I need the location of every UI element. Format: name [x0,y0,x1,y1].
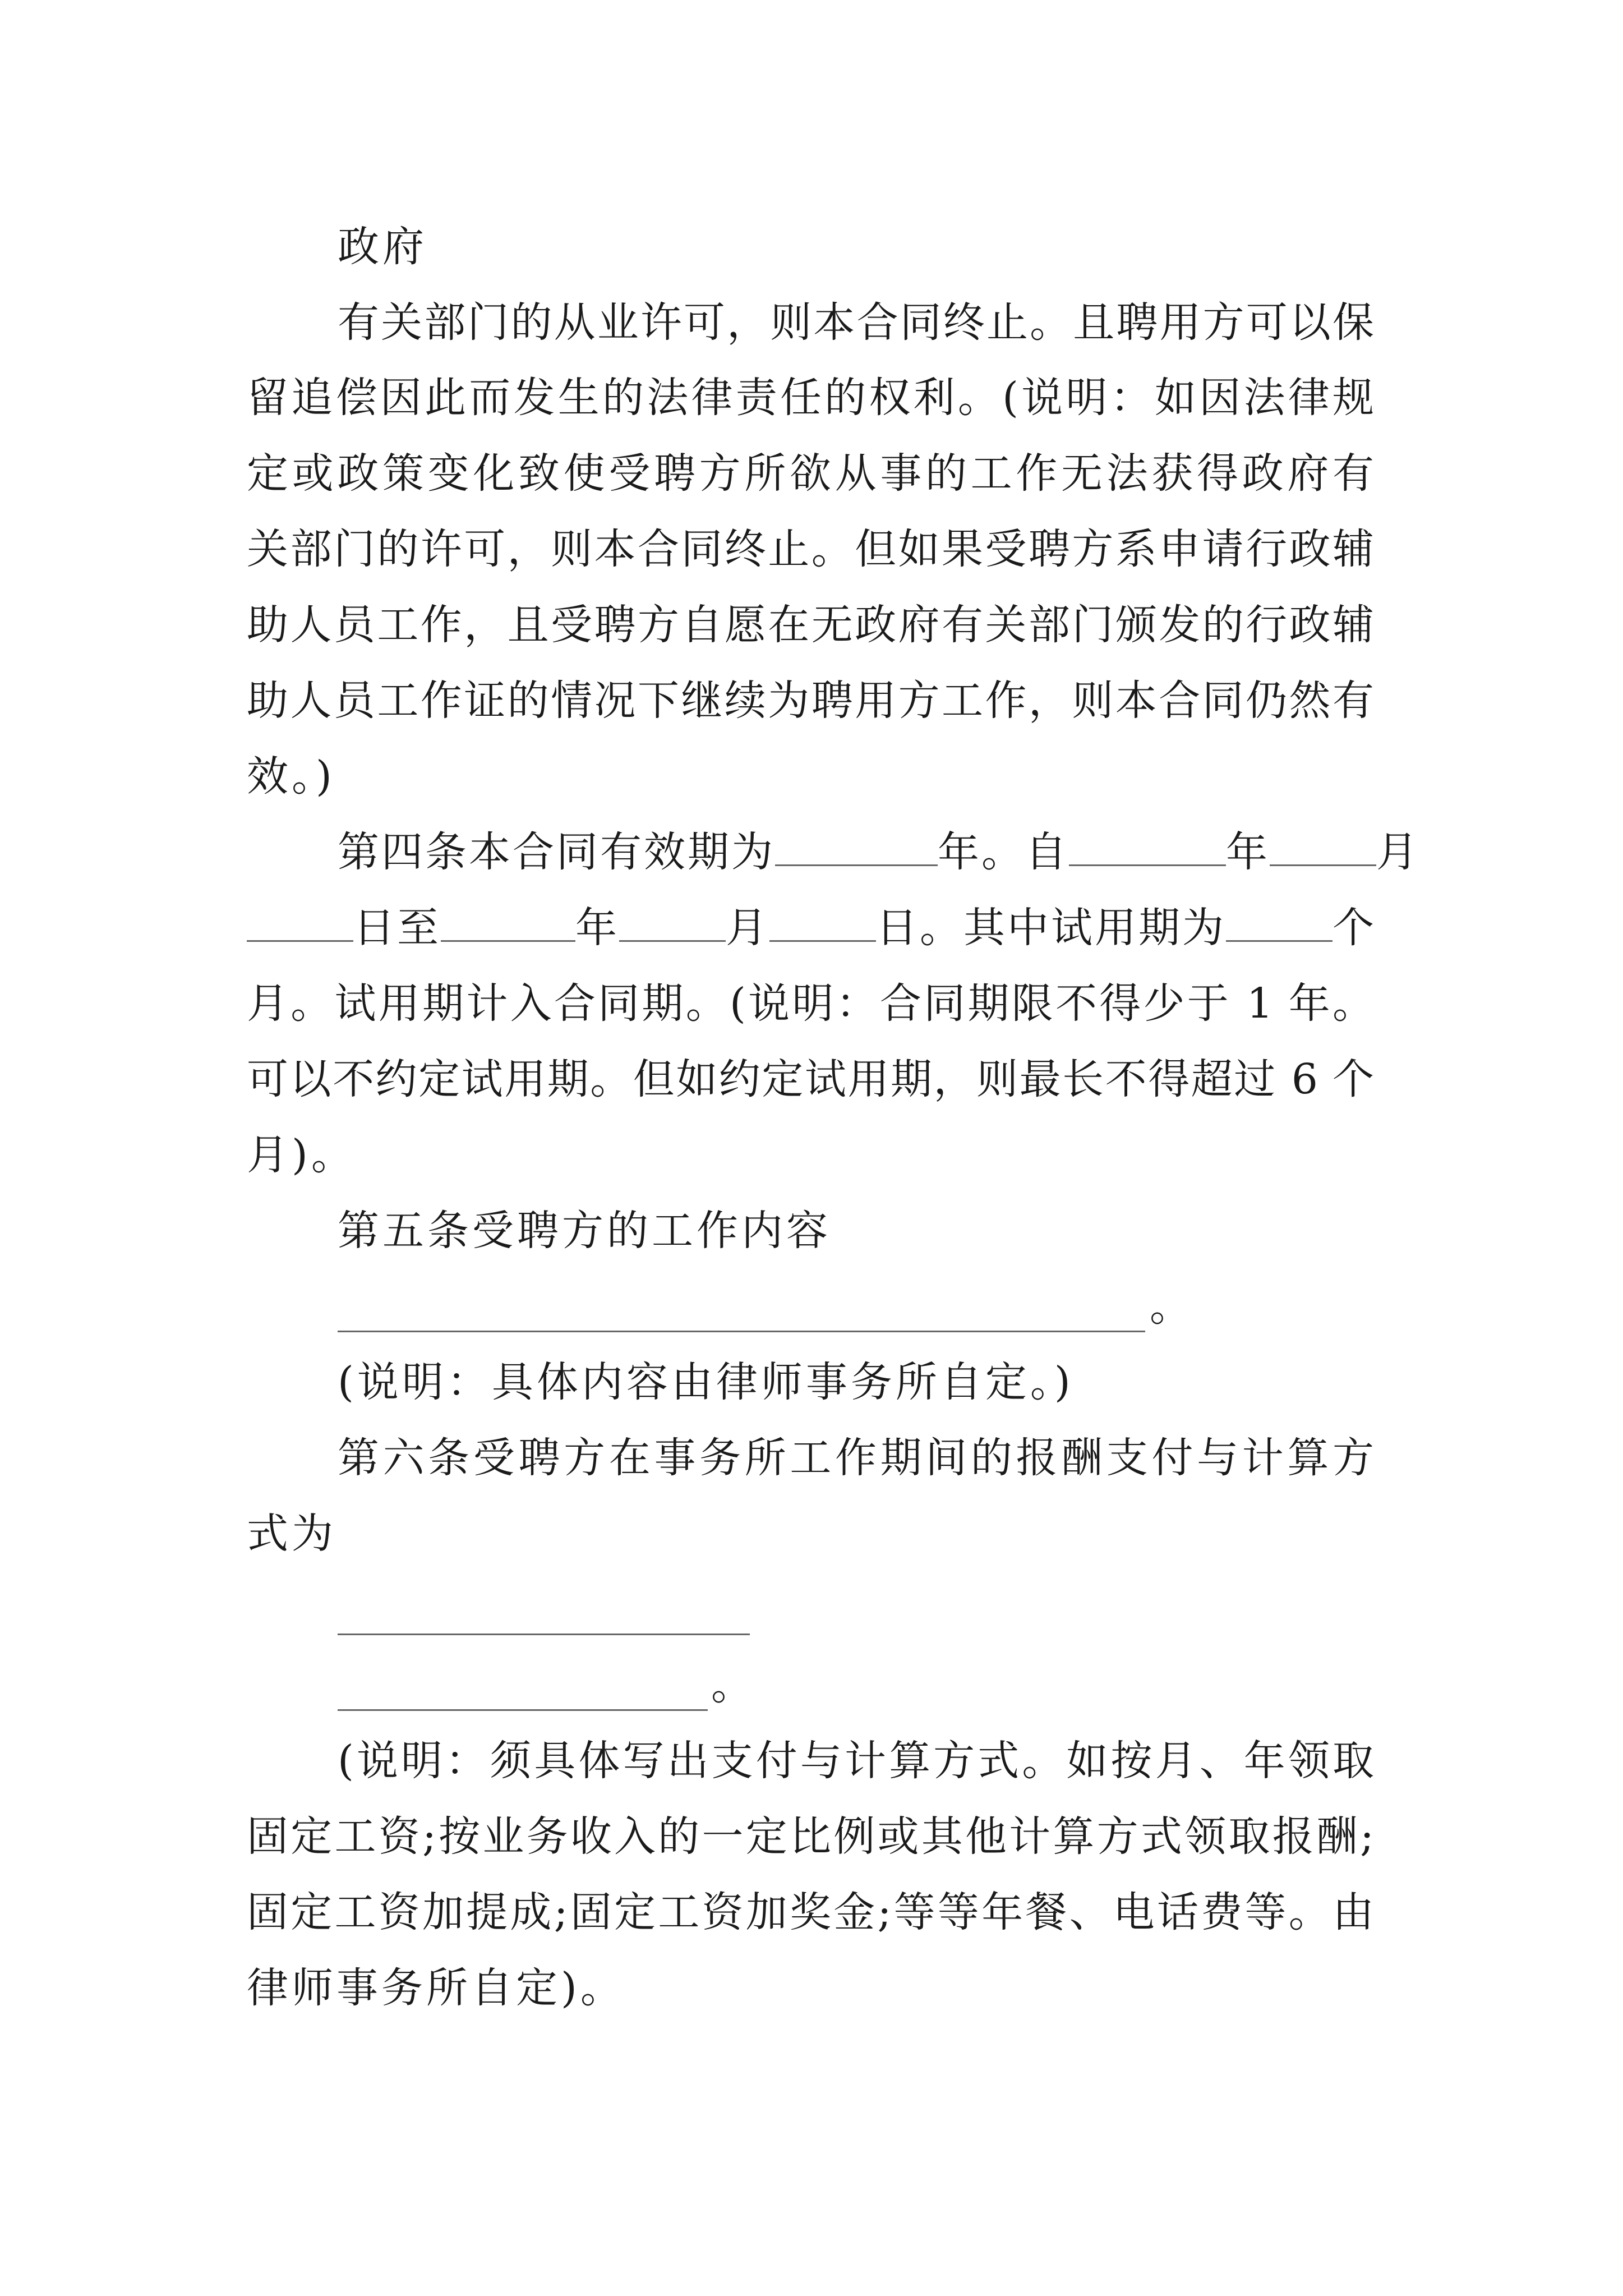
blank-field[interactable] [769,903,876,942]
article-6-heading: 第六条受聘方在事务所工作期间的报酬支付与计算方 [338,1434,1374,1482]
text-line: 定或政策变化致使受聘方所欲从事的工作无法获得政府有 [247,449,1374,498]
text-line: 效。) [247,752,335,800]
text-line: 固定工资;按业务收入的一定比例或其他计算方式领取报酬; [247,1812,1374,1861]
text-segment: 年。自 [938,828,1069,876]
text-line: 有关部门的从业许可，则本合同终止。且聘用方可以保 [338,298,1374,347]
blank-line-field[interactable] [338,1634,750,1635]
text-line: 律师事务所自定)。 [247,1964,625,2012]
text-segment: 个 [1332,904,1376,952]
text-line: 月。试用期计入合同期。(说明：合同期限不得少于 1 年。 [247,979,1374,1028]
text-segment: 月 [726,904,769,952]
text-line: 。 [1150,1282,1195,1331]
text-line: 。 [711,1661,756,1709]
blank-field[interactable] [619,903,726,942]
text-line: 助人员工作，且受聘方自愿在无政府有关部门颁发的行政辅 [247,601,1374,649]
text-line: (说明：具体内容由律师事务所自定。) [338,1358,1074,1406]
blank-field[interactable] [775,827,938,866]
text-segment: 年 [1226,828,1270,876]
blank-field[interactable] [441,903,575,942]
text-line: 固定工资加提成;固定工资加奖金;等等年餐、电话费等。由 [247,1888,1374,1936]
blank-field[interactable] [1069,827,1226,866]
text-segment: 年 [575,904,619,952]
text-segment: 第四条本合同有效期为 [338,828,775,876]
text-line: 助人员工作证的情况下继续为聘用方工作，则本合同仍然有 [247,677,1374,725]
text-segment: 月 [1376,828,1420,876]
article-5-heading: 第五条受聘方的工作内容 [338,1207,831,1255]
text-line: (说明：须具体写出支付与计算方式。如按月、年领取 [338,1737,1374,1785]
text-segment: 日。其中试用期为 [876,904,1226,952]
blank-line-field[interactable] [338,1709,708,1711]
article-4-line-1 [338,827,1420,877]
blank-field[interactable] [1270,827,1376,866]
text-line: 月)。 [247,1131,356,1179]
blank-field[interactable] [1226,903,1332,942]
blank-line-field[interactable] [338,1331,1145,1332]
text-line: 可以不约定试用期。但如约定试用期，则最长不得超过 6 个 [247,1055,1374,1103]
text-segment: 日至 [353,904,441,952]
text-line: 式为 [247,1510,336,1558]
blank-field[interactable] [247,903,353,942]
article-4-line-2 [247,903,1376,953]
text-line: 政府 [338,223,427,271]
text-line: 留追偿因此而发生的法律责任的权利。(说明：如因法律规 [247,374,1374,422]
text-line: 关部门的许可，则本合同终止。但如果受聘方系申请行政辅 [247,525,1374,573]
